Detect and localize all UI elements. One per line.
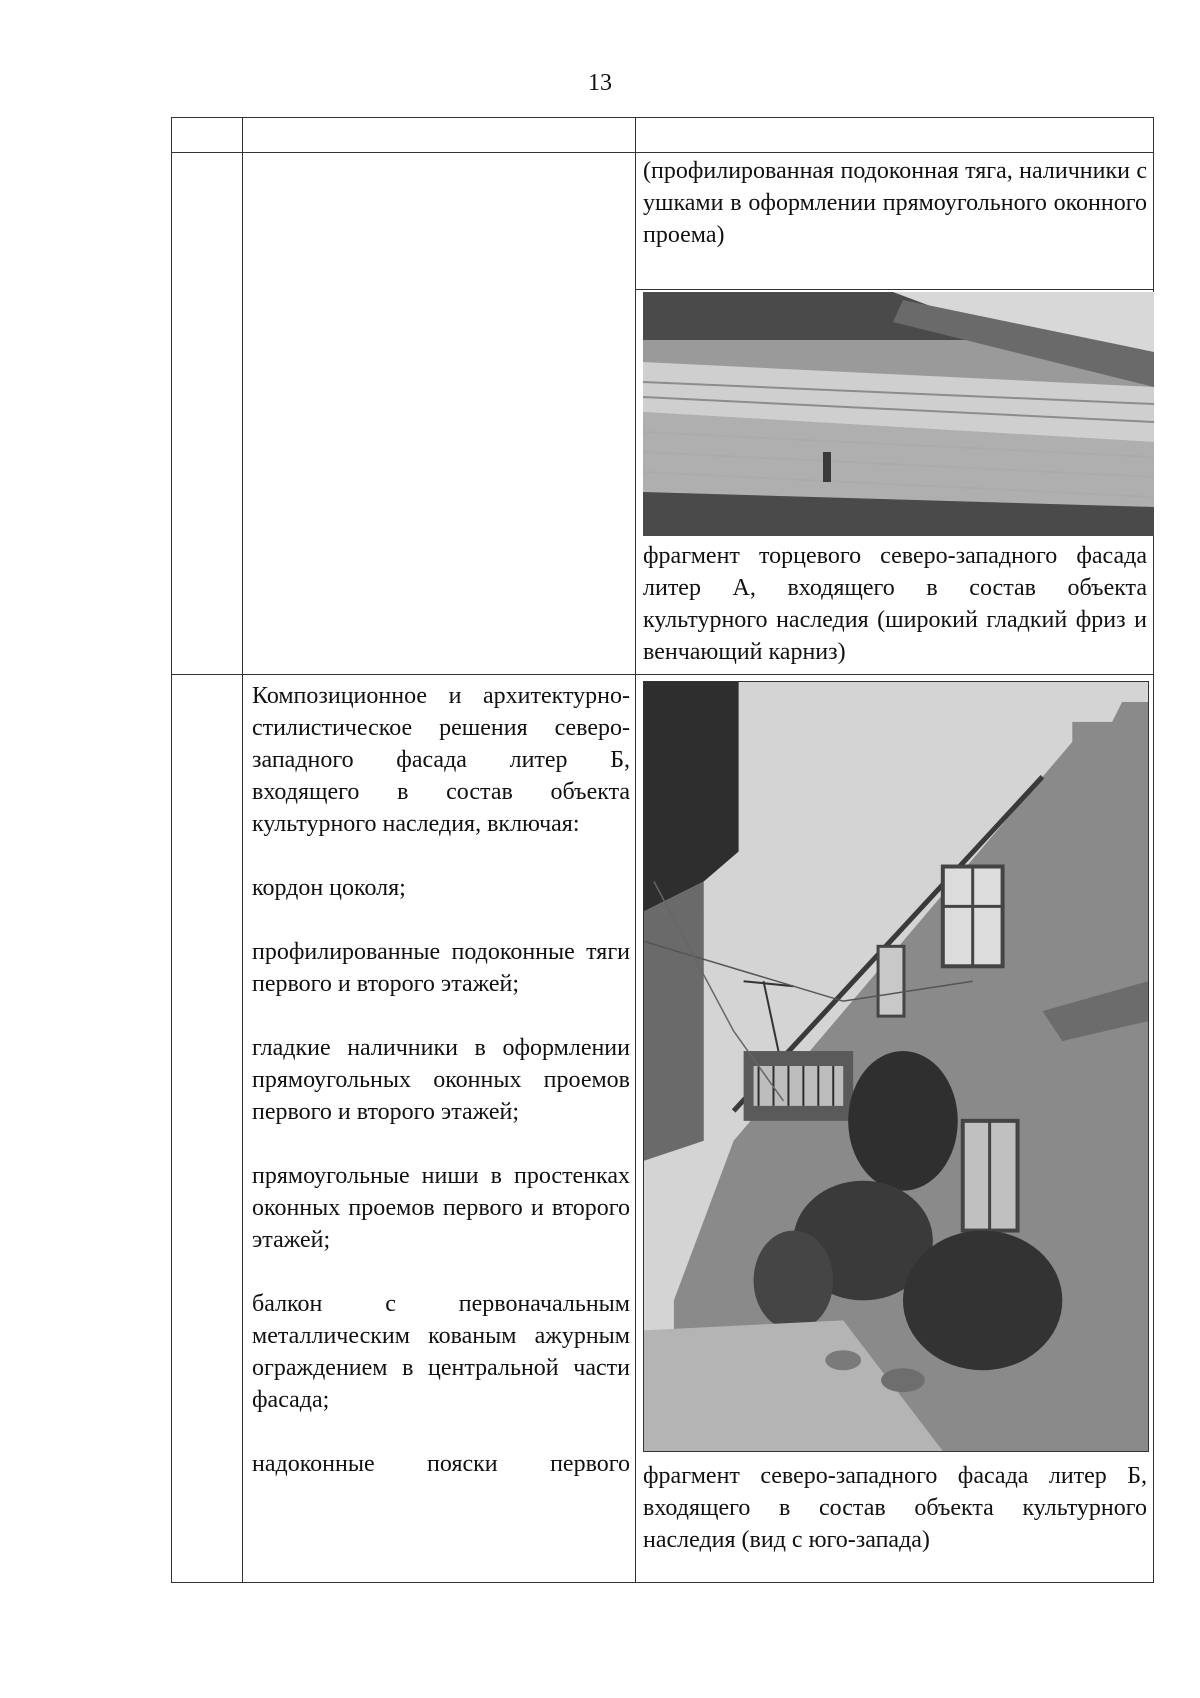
column-divider-1 <box>242 118 243 1582</box>
building-facade-photo-icon <box>644 682 1148 1451</box>
item-balcony-railing: балкон с первоначальным металлическим кованым ажурным ограждением в центральной части фасада; <box>252 1291 630 1413</box>
description-intro: Композиционное и архитектурно-стилистическое решения северо-западного фасада литер Б, входящего в состав объекта культурного наследия, включая: <box>252 683 630 837</box>
item-sill-cornices: профилированные подоконные тяги первого и второго этажей; <box>252 939 630 997</box>
row1-caption-top-text: (профилированная подоконная тяга, наличники с ушками в оформлении прямоугольного оконного проема) <box>643 158 1147 248</box>
row1-caption-bottom-text: фрагмент торцевого северо-западного фасада литер А, входящего в состав объекта культурного наследия (широкий гладкий фриз и венчающий карниз) <box>643 543 1147 665</box>
column-divider-2 <box>635 118 636 1582</box>
row1-caption-bottom <box>643 540 1147 668</box>
row-divider <box>172 674 1153 675</box>
row2-photo-caption <box>643 1460 1147 1556</box>
row2-photo-caption-text: фрагмент северо-западного фасада литер Б, входящего в состав объекта культурного наследия (вид с юго-запада) <box>643 1463 1147 1553</box>
row2-description <box>252 680 630 1480</box>
item-wall-niches: прямоугольные ниши в простенках оконных проемов первого и второго этажей; <box>252 1163 630 1253</box>
caption-divider <box>635 289 1153 290</box>
row1-photo <box>643 292 1154 536</box>
cornice-brick-wall-photo-icon <box>643 292 1154 536</box>
page-number: 13 <box>588 70 612 96</box>
item-plinth-cordon: кордон цоколя; <box>252 875 406 901</box>
header-row-divider <box>172 152 1153 153</box>
row2-photo <box>643 681 1149 1452</box>
row1-caption-top <box>643 155 1147 251</box>
item-window-trims: гладкие наличники в оформлении прямоугольных оконных проемов первого и второго этажей; <box>252 1035 630 1125</box>
item-window-belts: надоконные пояски первого <box>252 1451 630 1477</box>
